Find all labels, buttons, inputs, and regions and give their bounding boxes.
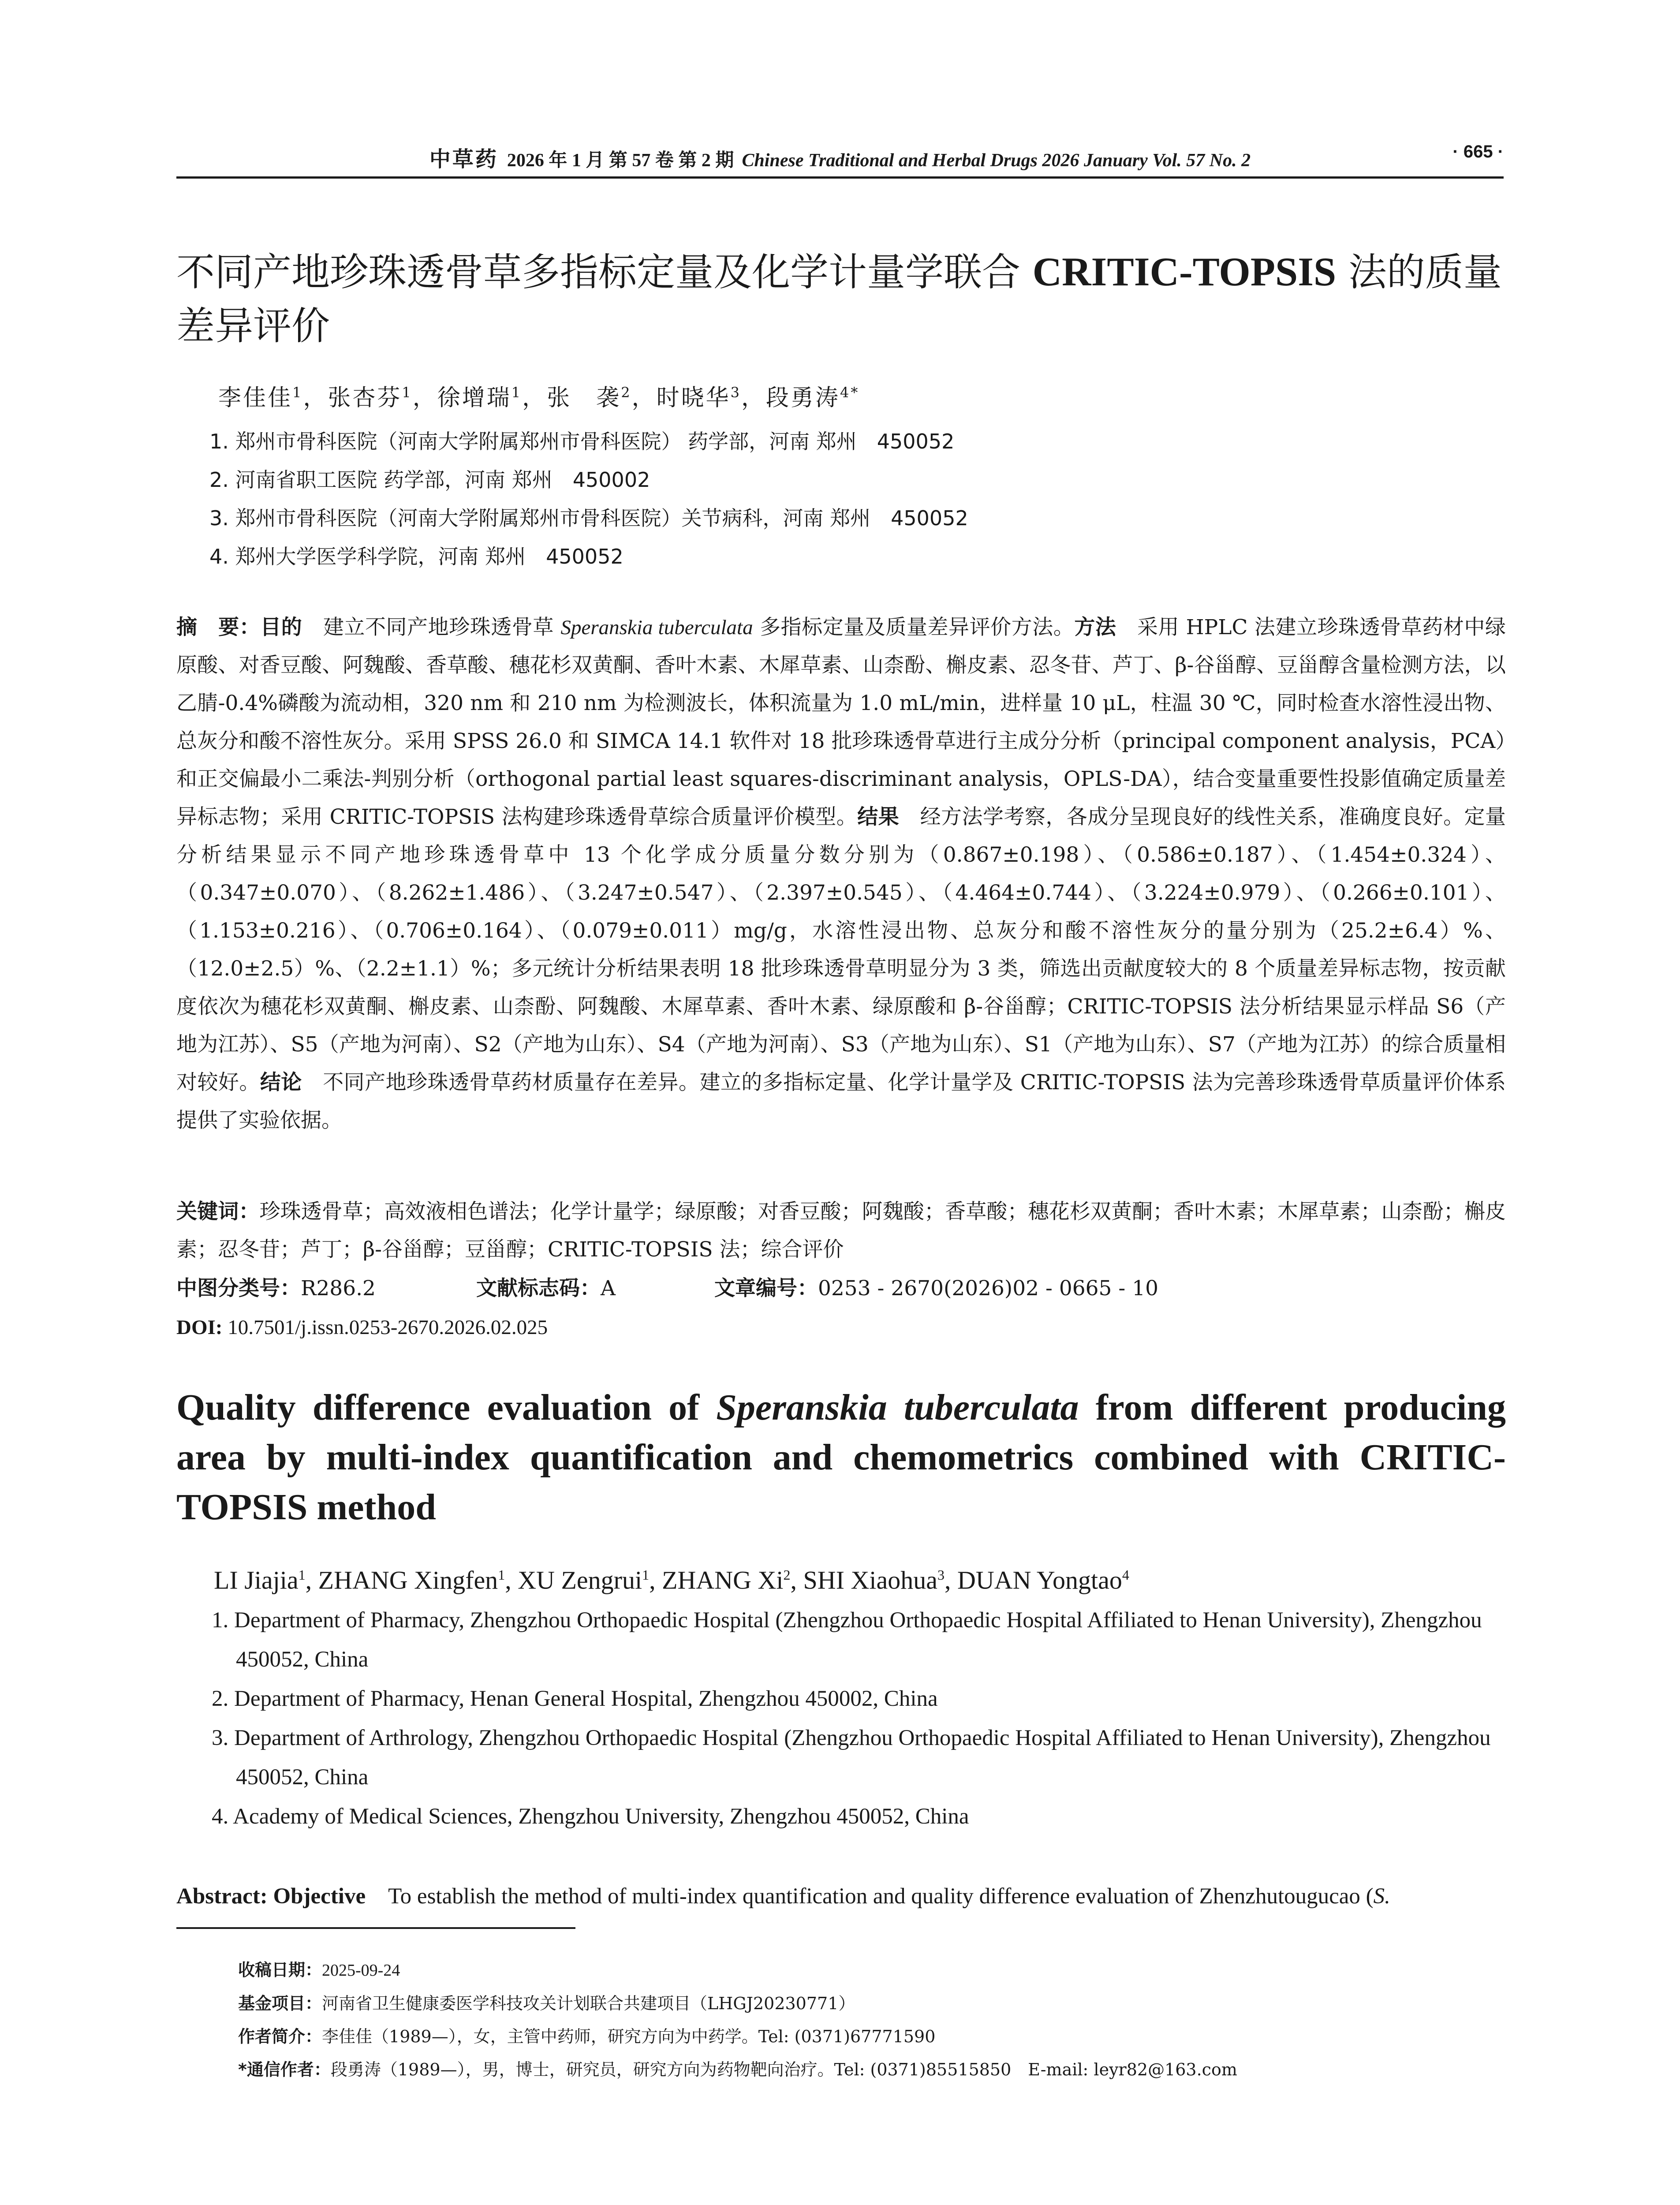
keywords-text-cn: 珍珠透骨草；高效液相色谱法；化学计量学；绿原酸；对香豆酸；阿魏酸；香草酸；穗花杉双黄酮；香叶木素；木犀草素；山柰酚；槲皮素；忍冬苷；芦丁；β-谷甾醇；豆甾醇；CRITIC-TOPSIS 法；综合评价	[176, 1200, 1506, 1262]
doc-code-label: 文献标志码：	[476, 1276, 601, 1301]
author-en: ZHANG Xi	[662, 1566, 784, 1595]
chinese-title	[176, 245, 1508, 353]
footnote-label: 基金项目：	[238, 1994, 322, 2013]
footnote-text: 李佳佳（1989—），女，主管中药师，研究方向为中药学。Tel: (0371)67771590	[322, 2027, 936, 2046]
author-cn: 张杏芬	[328, 385, 402, 411]
objective-label-cn: 目的	[260, 615, 302, 639]
document-code	[476, 1273, 616, 1304]
author-cn: 张 袭	[547, 385, 621, 411]
author-sup: 4	[1122, 1567, 1129, 1583]
author-sup: 3	[730, 384, 741, 401]
author-sup: 1	[298, 1567, 306, 1583]
objective-text-cn: 建立不同产地珍珠透骨草	[302, 615, 561, 639]
clc-value: R286.2	[301, 1276, 376, 1301]
doc-code-value: A	[601, 1276, 616, 1301]
chinese-affiliations	[209, 422, 1488, 576]
running-header	[176, 142, 1504, 173]
footnote-corresponding	[238, 2053, 1508, 2086]
objective-text-cn-2: 多指标定量及质量差异评价方法。	[753, 615, 1075, 639]
english-abstract-start	[176, 1881, 1506, 1912]
methods-label-cn: 方法	[1074, 615, 1116, 639]
header-divider	[176, 176, 1504, 179]
author-en: ZHANG Xingfen	[318, 1566, 498, 1595]
doi-line[interactable]	[176, 1312, 548, 1343]
page-number: · 665 ·	[1452, 142, 1504, 161]
english-affiliations	[212, 1601, 1508, 1836]
english-title	[176, 1383, 1506, 1532]
doi-value[interactable]: 10.7501/j.issn.0253-2670.2026.02.025	[222, 1316, 548, 1339]
article-number	[714, 1273, 1158, 1304]
author-en: DUAN Yongtao	[957, 1566, 1122, 1595]
affiliation-en: 3. Department of Arthrology, Zhengzhou Orthopaedic Hospital (Zhengzhou Orthopaedic Hospital Affiliated to Henan University), Zhengzhou 450052, China	[212, 1726, 1491, 1790]
chinese-title-method: CRITIC-TOPSIS	[1032, 249, 1337, 294]
journal-name-en: Chinese Traditional and Herbal Drugs 2026 January Vol. 57 No. 2	[742, 150, 1251, 171]
clc-label: 中图分类号：	[176, 1276, 301, 1301]
results-label-cn: 结果	[857, 805, 900, 829]
footnote-text[interactable]: 段勇涛（1989—），男，博士，研究员，研究方向为药物靶向治疗。Tel: (0371)85515850 E-mail: leyr82@163.com	[330, 2060, 1237, 2079]
conclusion-text-cn: 不同产地珍珠透骨草药材质量存在差异。建立的多指标定量、化学计量学及 CRITIC-TOPSIS 法为完善珍珠透骨草质量评价体系提供了实验依据。	[176, 1070, 1506, 1132]
author-sup: 1	[292, 384, 303, 401]
english-title-species: Speranskia tuberculata	[716, 1387, 1079, 1428]
abstract-text-en: To establish the method of multi-index quantification and quality difference evaluation of Zhenzhutougucao (	[366, 1884, 1374, 1909]
results-text-cn: 经方法学考察，各成分呈现良好的线性关系，准确度良好。定量分析结果显示不同产地珍珠透骨草中 13 个化学成分质量分数分别为（0.867±0.198）、（0.586±0.187）、（1.454±0.324）、（0.347±0.070）、（8.262±1.486）、（3.247±0.547）、（2.397±0.545）、（4.464±0.744）、（3.224±0.979）、（0.266±0.101）、（1.153±0.216）、（0.706±0.164）、（0.079±0.011）mg/g，水溶性浸出物、总灰分和酸不溶性灰分的量分别为（25.2±6.4）%、（12.0±2.5）%、（2.2±1.1）%；多元统计分析结果表明 18 批珍珠透骨草明显分为 3 类，筛选出贡献度较大的 8 个质量差异标志物，按贡献度依次为穗花杉双黄酮、槲皮素、山柰酚、阿魏酸、木犀草素、香叶木素、绿原酸和 β-谷甾醇；CRITIC-TOPSIS 法分析结果显示样品 S6（产地为江苏）、S5（产地为河南）、S2（产地为山东）、S4（产地为河南）、S3（产地为山东）、S1（产地为山东）、S7（产地为江苏）的综合质量相对较好。	[176, 805, 1506, 1095]
doi-label: DOI:	[176, 1316, 223, 1339]
author-sup: 1	[498, 1567, 505, 1583]
affiliation-en: 2. Department of Pharmacy, Henan General Hospital, Zhengzhou 450002, China	[212, 1686, 938, 1711]
affiliation-cn: 1. 郑州市骨科医院（河南大学附属郑州市骨科医院） 药学部，河南 郑州 450052	[209, 430, 955, 453]
running-header-text	[176, 142, 1504, 172]
issue-info-cn: 2026 年 1 月 第 57 卷 第 2 期	[507, 150, 734, 171]
footnote-author-bio	[238, 2020, 1508, 2053]
chinese-title-part-2: 法的质量差异评价	[176, 250, 1502, 348]
conclusion-label-cn: 结论	[260, 1070, 302, 1095]
footnote-text: 河南省卫生健康委医学科技攻关计划联合共建项目（LHGJ20230771）	[322, 1994, 855, 2013]
chinese-abstract	[176, 609, 1506, 1140]
author-en: LI Jiajia	[214, 1566, 299, 1595]
affiliation-cn: 2. 河南省职工医院 药学部，河南 郑州 450002	[209, 468, 650, 492]
author-cn: 徐增瑞	[437, 385, 511, 411]
footnote-fund	[238, 1987, 1508, 2020]
chinese-keywords	[176, 1193, 1506, 1269]
footnote-text: 2025-09-24	[322, 1961, 400, 1980]
author-sup: 1	[511, 384, 523, 401]
english-author-list: LI Jiajia$^1$, ZHANG Xingfen$^1$, XU Zengrui$^1$, ZHANG Xi$^2$, SHI Xiaohua$^3$, DUAN Yongtao$^4$	[214, 1566, 1129, 1595]
chinese-title-part-1: 不同产地珍珠透骨草多指标定量及化学计量学联合	[176, 250, 1020, 295]
english-title-part-2: from different producing area by multi-index quantification and chemometrics combined with CRITIC-TOPSIS method	[176, 1387, 1506, 1528]
author-cn: 段勇涛	[765, 385, 840, 411]
author-cn: 李佳佳	[218, 385, 293, 411]
footnote-received	[238, 1954, 1508, 1987]
article-no-value: 0253 - 2670(2026)02 - 0665 - 10	[818, 1276, 1159, 1301]
author-sup: 1	[402, 384, 413, 401]
author-sup: 4*	[840, 384, 860, 401]
footnote-label: *通信作者：	[238, 2060, 331, 2079]
keywords-label-cn: 关键词：	[176, 1200, 260, 1224]
author-en: XU Zengrui	[518, 1566, 642, 1595]
affiliation-cn: 4. 郑州大学医学科学院，河南 郑州 450052	[209, 545, 623, 568]
author-cn: 时晓华	[656, 385, 731, 411]
author-sup: 2	[783, 1567, 791, 1583]
classification-line	[176, 1273, 1506, 1304]
abstract-text-en-tail: S.	[1373, 1884, 1390, 1909]
journal-name-cn: 中草药	[429, 148, 498, 171]
abstract-label-cn: 摘 要：	[176, 615, 261, 639]
species-name-cn: Speranskia tuberculata	[560, 616, 753, 639]
affiliation-cn: 3. 郑州市骨科医院（河南大学附属郑州市骨科医院）关节病科，河南 郑州 450052	[209, 506, 968, 530]
chinese-author-list: 李佳佳$^1$，张杏芬$^1$，徐增瑞$^1$，张 袭$^2$，时晓华$^3$，段勇涛$^{4*}$	[218, 384, 860, 411]
methods-text-cn: 采用 HPLC 法建立珍珠透骨草药材中绿原酸、对香豆酸、阿魏酸、香草酸、穗花杉双黄酮、香叶木素、木犀草素、山柰酚、槲皮素、忍冬苷、芦丁、β-谷甾醇、豆甾醇含量检测方法，以乙腈-0.4%磷酸为流动相，320 nm 和 210 nm 为检测波长，体积流量为 1.0 mL/min，进样量 10 μL，柱温 30 ℃，同时检查水溶性浸出物、总灰分和酸不溶性灰分。采用 SPSS 26.0 和 SIMCA 14.1 软件对 18 批珍珠透骨草进行主成分分析（principal component analysis，PCA）和正交偏最小二乘法-判别分析（orthogonal partial least squares-discriminant analysis，OPLS-DA），结合变量重要性投影值确定质量差异标志物；采用 CRITIC-TOPSIS 法构建珍珠透骨草综合质量评价模型。	[176, 615, 1506, 829]
author-en: SHI Xiaohua	[803, 1566, 937, 1595]
author-sup: 3	[937, 1567, 945, 1583]
footnote-label: 收稿日期：	[238, 1960, 322, 1980]
author-sup: 2	[621, 384, 632, 401]
affiliation-en: 1. Department of Pharmacy, Zhengzhou Orthopaedic Hospital (Zhengzhou Orthopaedic Hospital Affiliated to Henan University), Zhengzhou 450052, China	[212, 1608, 1482, 1672]
author-sup: 1	[642, 1567, 650, 1583]
article-no-label: 文章编号：	[714, 1276, 818, 1301]
clc-code	[176, 1276, 376, 1301]
footnotes	[238, 1954, 1508, 2086]
footnote-divider	[176, 1927, 575, 1929]
abstract-objective-label-en: Abstract: Objective	[176, 1884, 366, 1909]
affiliation-en: 4. Academy of Medical Sciences, Zhengzhou University, Zhengzhou 450052, China	[212, 1804, 969, 1829]
english-title-part-1: Quality difference evaluation of	[176, 1387, 717, 1428]
footnote-label: 作者简介：	[238, 2027, 322, 2046]
